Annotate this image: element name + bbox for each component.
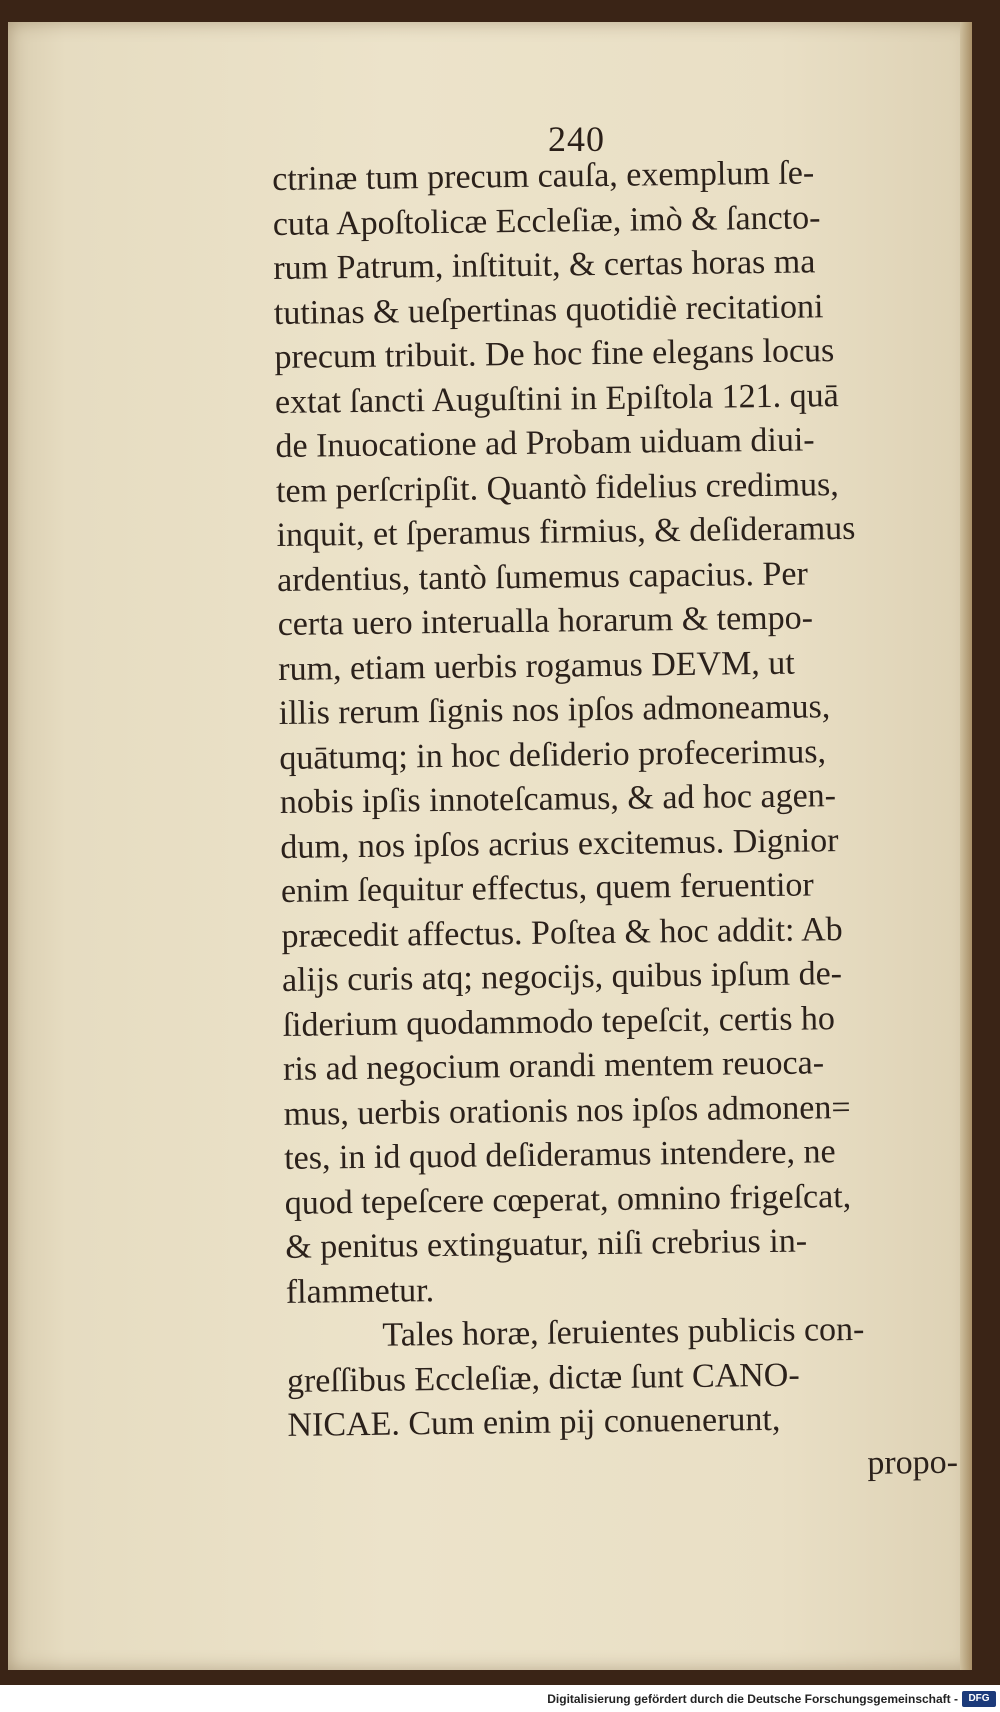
- text-line: præcedit affectus. Poſtea & hoc addit: Ab: [281, 910, 843, 955]
- text-line: quod tepeſcere cœperat, omnino frigeſcat,: [284, 1177, 852, 1222]
- text-line: inquit, et ſperamus firmius, & deſideramus: [276, 509, 856, 554]
- text-line: ardentius, tantò ſumemus capacius. Per: [276, 554, 808, 599]
- footer-credit: Digitalisierung gefördert durch die Deutsche Forschungsgemeinschaft -: [547, 1692, 958, 1706]
- text-line: greſſibus Eccleſiæ, dictæ ſunt CANO-: [286, 1356, 800, 1400]
- text-line: tes, in id quod deſideramus intendere, ne: [283, 1133, 836, 1177]
- text-line: nobis ipſis innoteſcamus, & ad hoc agen-: [279, 777, 837, 821]
- text-line: rum Patrum, inſtituit, & certas horas ma: [273, 243, 816, 287]
- text-line: dum, nos ipſos acrius excitemus. Dignior: [280, 821, 839, 866]
- text-line: illis rerum ſignis nos ipſos admoneamus,: [278, 688, 831, 732]
- catchword: propo-: [867, 1443, 959, 1482]
- text-line: rum, etiam uerbis rogamus DEVM, ut: [278, 644, 795, 688]
- text-line: mus, uerbis orationis nos ipſos admonen=: [283, 1088, 851, 1133]
- text-line: alijs curis atq; negocijs, quibus ipſum de-: [281, 955, 843, 999]
- text-line: tutinas & ueſpertinas quotidiè recitationi: [273, 287, 824, 332]
- text-line: tem perſcripſit. Quantò fidelius credimus,: [275, 465, 840, 510]
- dfg-logo-icon: DFG: [962, 1691, 996, 1707]
- text-line: ſiderium quodammodo tepeſcit, certis ho: [282, 999, 836, 1044]
- text-line: cuta Apoſtolicæ Eccleſiæ, imò & ſancto-: [272, 198, 821, 243]
- text-line: quātumq; in hoc deſiderio profecerimus,: [279, 732, 827, 777]
- digitization-footer: [0, 1688, 1000, 1712]
- text-line: de Inuocatione ad Probam uiduam diui-: [275, 421, 815, 465]
- text-line: ctrinæ tum precum cauſa, exemplum ſe-: [272, 154, 815, 198]
- text-line: certa uero interualla horarum & tempo-: [277, 599, 814, 643]
- text-line: NICAE. Cum enim pij conuenerunt,: [287, 1400, 781, 1444]
- text-line: enim ſequitur effectus, quem feruentior: [280, 866, 814, 910]
- text-line: flammetur.: [285, 1271, 435, 1311]
- page-text: [272, 150, 968, 1493]
- text-line: & penitus extinguatur, niſi crebrius in-: [285, 1222, 808, 1266]
- text-line: ris ad negocium orandi mentem reuoca-: [282, 1044, 825, 1088]
- text-line: Tales horæ, ſeruientes publicis con-: [382, 1310, 865, 1354]
- text-line: extat ſancti Auguſtini in Epiſtola 121. quā: [274, 376, 839, 421]
- text-line: precum tribuit. De hoc fine elegans locus: [274, 332, 835, 376]
- page-number: 240: [548, 119, 605, 159]
